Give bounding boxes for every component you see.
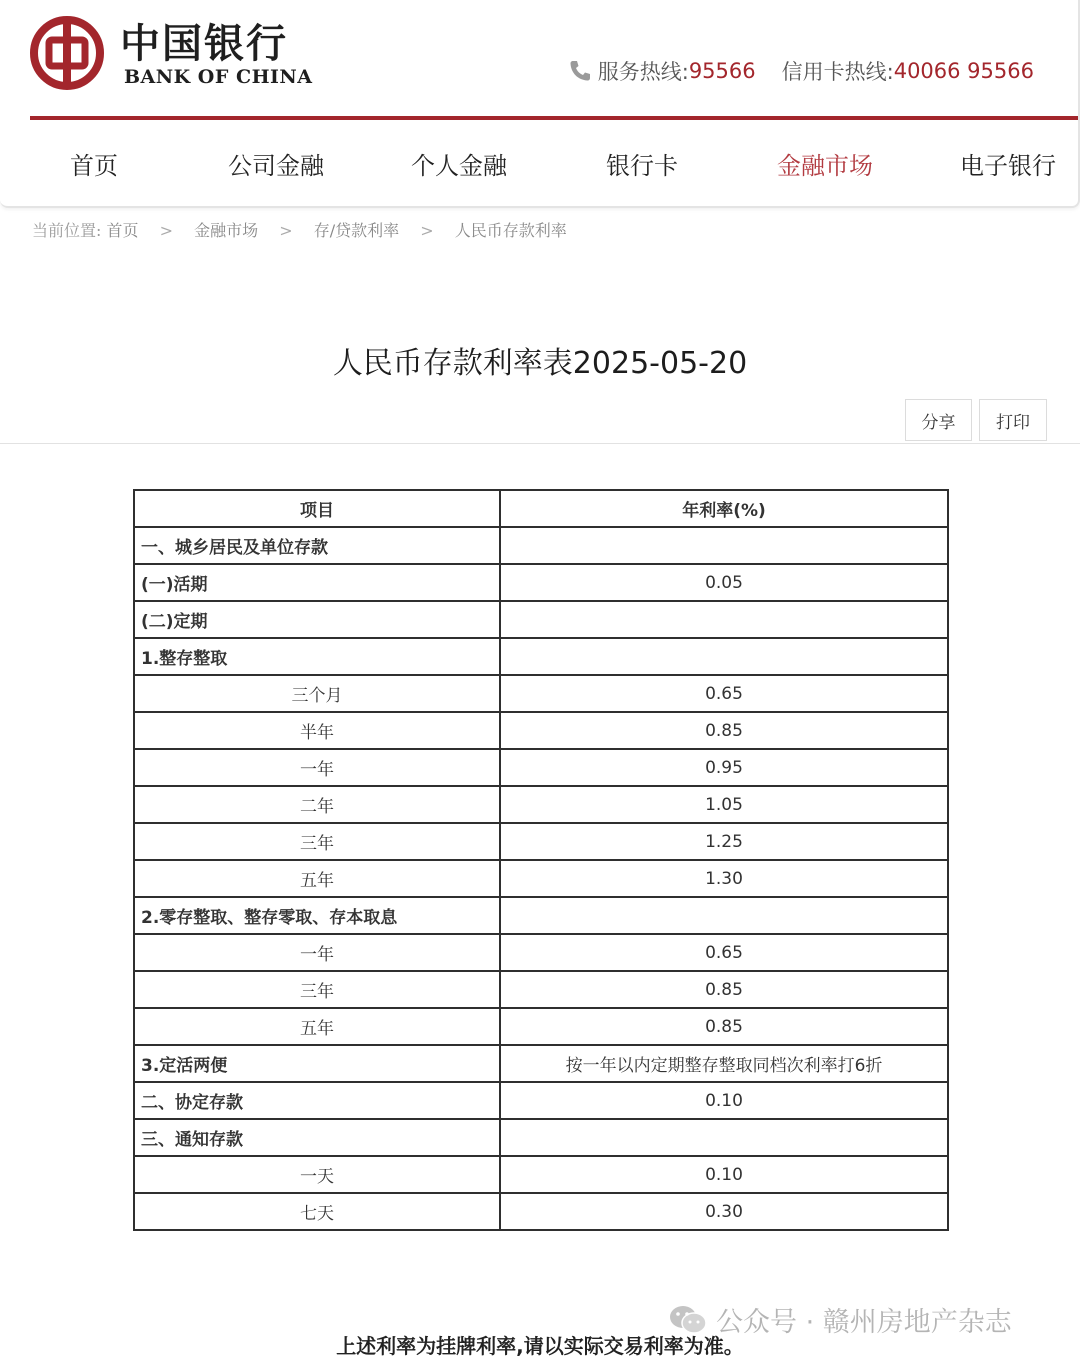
breadcrumb-separator: > <box>159 221 174 240</box>
header-rate: 年利率(%) <box>500 490 948 527</box>
hotlines <box>568 56 1034 86</box>
row-item: 3.定活两便 <box>134 1045 500 1082</box>
table-row <box>134 564 948 601</box>
card-hotline-number[interactable]: 40066 95566 <box>893 59 1034 83</box>
table-row <box>134 1045 948 1082</box>
nav-item-home[interactable]: 首页 <box>70 152 118 180</box>
breadcrumb-prefix: 当前位置: <box>32 221 102 240</box>
table-row <box>134 712 948 749</box>
page-title: 人民币存款利率表2025-05-20 <box>332 346 748 381</box>
table-row <box>134 1119 948 1156</box>
logo-chinese-name[interactable]: 中国银行 <box>120 20 288 67</box>
card-hotline-label: 信用卡热线: <box>781 60 894 84</box>
table-row <box>134 638 948 675</box>
nav-item-corporate[interactable]: 公司金融 <box>228 152 324 180</box>
row-rate: 0.95 <box>500 749 948 786</box>
service-hotline-label: 服务热线: <box>597 60 689 84</box>
row-rate: 0.05 <box>500 564 948 601</box>
row-item: 三、通知存款 <box>134 1119 500 1156</box>
row-item: (一)活期 <box>134 564 500 601</box>
table-row <box>134 897 948 934</box>
row-rate: 0.85 <box>500 971 948 1008</box>
row-rate: 0.85 <box>500 712 948 749</box>
logo-english-name[interactable]: BANK OF CHINA <box>124 66 313 88</box>
site-header <box>0 0 1080 208</box>
row-rate: 按一年以内定期整存整取同档次利率打6折 <box>500 1045 948 1082</box>
share-button[interactable]: 分享 <box>905 399 972 441</box>
row-item: (二)定期 <box>134 601 500 638</box>
table-header-row <box>134 490 948 527</box>
row-item: 半年 <box>134 712 500 749</box>
print-button[interactable]: 打印 <box>979 399 1047 441</box>
row-item: 一年 <box>134 749 500 786</box>
row-rate: 0.85 <box>500 1008 948 1045</box>
deposit-rate-table <box>133 489 949 1231</box>
breadcrumb <box>32 218 567 241</box>
row-item: 一年 <box>134 934 500 971</box>
row-item: 三个月 <box>134 675 500 712</box>
row-rate: 0.65 <box>500 934 948 971</box>
row-item: 五年 <box>134 1008 500 1045</box>
row-item: 1.整存整取 <box>134 638 500 675</box>
table-row <box>134 934 948 971</box>
table-row <box>134 601 948 638</box>
nav-item-personal[interactable]: 个人金融 <box>411 152 507 180</box>
row-item: 三年 <box>134 971 500 1008</box>
row-rate <box>500 1119 948 1156</box>
breadcrumb-current[interactable]: 人民币存款利率 <box>454 221 567 240</box>
table-row <box>134 860 948 897</box>
row-rate: 1.25 <box>500 823 948 860</box>
row-rate: 0.10 <box>500 1082 948 1119</box>
service-hotline-number[interactable]: 95566 <box>688 59 756 83</box>
rate-footnote: 上述利率为挂牌利率,请以实际交易利率为准。 <box>336 1334 744 1358</box>
watermark-text: 公众号 · 赣州房地产杂志 <box>716 1307 1012 1338</box>
main-nav <box>0 140 1078 188</box>
breadcrumb-separator: > <box>420 221 434 240</box>
bank-of-china-logo-icon[interactable] <box>30 16 104 90</box>
table-row <box>134 786 948 823</box>
table-row <box>134 749 948 786</box>
breadcrumb-home[interactable]: 首页 <box>106 221 139 240</box>
row-rate <box>500 601 948 638</box>
header-item: 项目 <box>134 490 500 527</box>
row-rate: 1.05 <box>500 786 948 823</box>
row-rate <box>500 638 948 675</box>
table-row <box>134 971 948 1008</box>
row-item: 三年 <box>134 823 500 860</box>
breadcrumb-separator: > <box>279 221 293 240</box>
table-row <box>134 1156 948 1193</box>
row-item: 七天 <box>134 1193 500 1230</box>
row-rate: 0.30 <box>500 1193 948 1230</box>
row-rate <box>500 897 948 934</box>
row-rate: 1.30 <box>500 860 948 897</box>
row-item: 一天 <box>134 1156 500 1193</box>
table-row <box>134 823 948 860</box>
breadcrumb-rates[interactable]: 存/贷款利率 <box>313 221 400 240</box>
nav-item-financial-markets[interactable]: 金融市场 <box>777 152 873 180</box>
row-item: 一、城乡居民及单位存款 <box>134 527 500 564</box>
table-row <box>134 1082 948 1119</box>
breadcrumb-financial-markets[interactable]: 金融市场 <box>194 221 259 240</box>
row-item: 五年 <box>134 860 500 897</box>
phone-icon <box>568 59 592 83</box>
row-rate: 0.10 <box>500 1156 948 1193</box>
title-divider <box>0 443 1080 444</box>
row-item: 2.零存整取、整存零取、存本取息 <box>134 897 500 934</box>
table-row <box>134 527 948 564</box>
row-item: 二、协定存款 <box>134 1082 500 1119</box>
nav-item-e-banking[interactable]: 电子银行 <box>960 152 1056 180</box>
row-rate <box>500 527 948 564</box>
table-row <box>134 675 948 712</box>
table-row <box>134 1008 948 1045</box>
header-divider <box>30 116 1078 120</box>
row-rate: 0.65 <box>500 675 948 712</box>
nav-item-cards[interactable]: 银行卡 <box>606 152 678 180</box>
table-row <box>134 1193 948 1230</box>
row-item: 二年 <box>134 786 500 823</box>
